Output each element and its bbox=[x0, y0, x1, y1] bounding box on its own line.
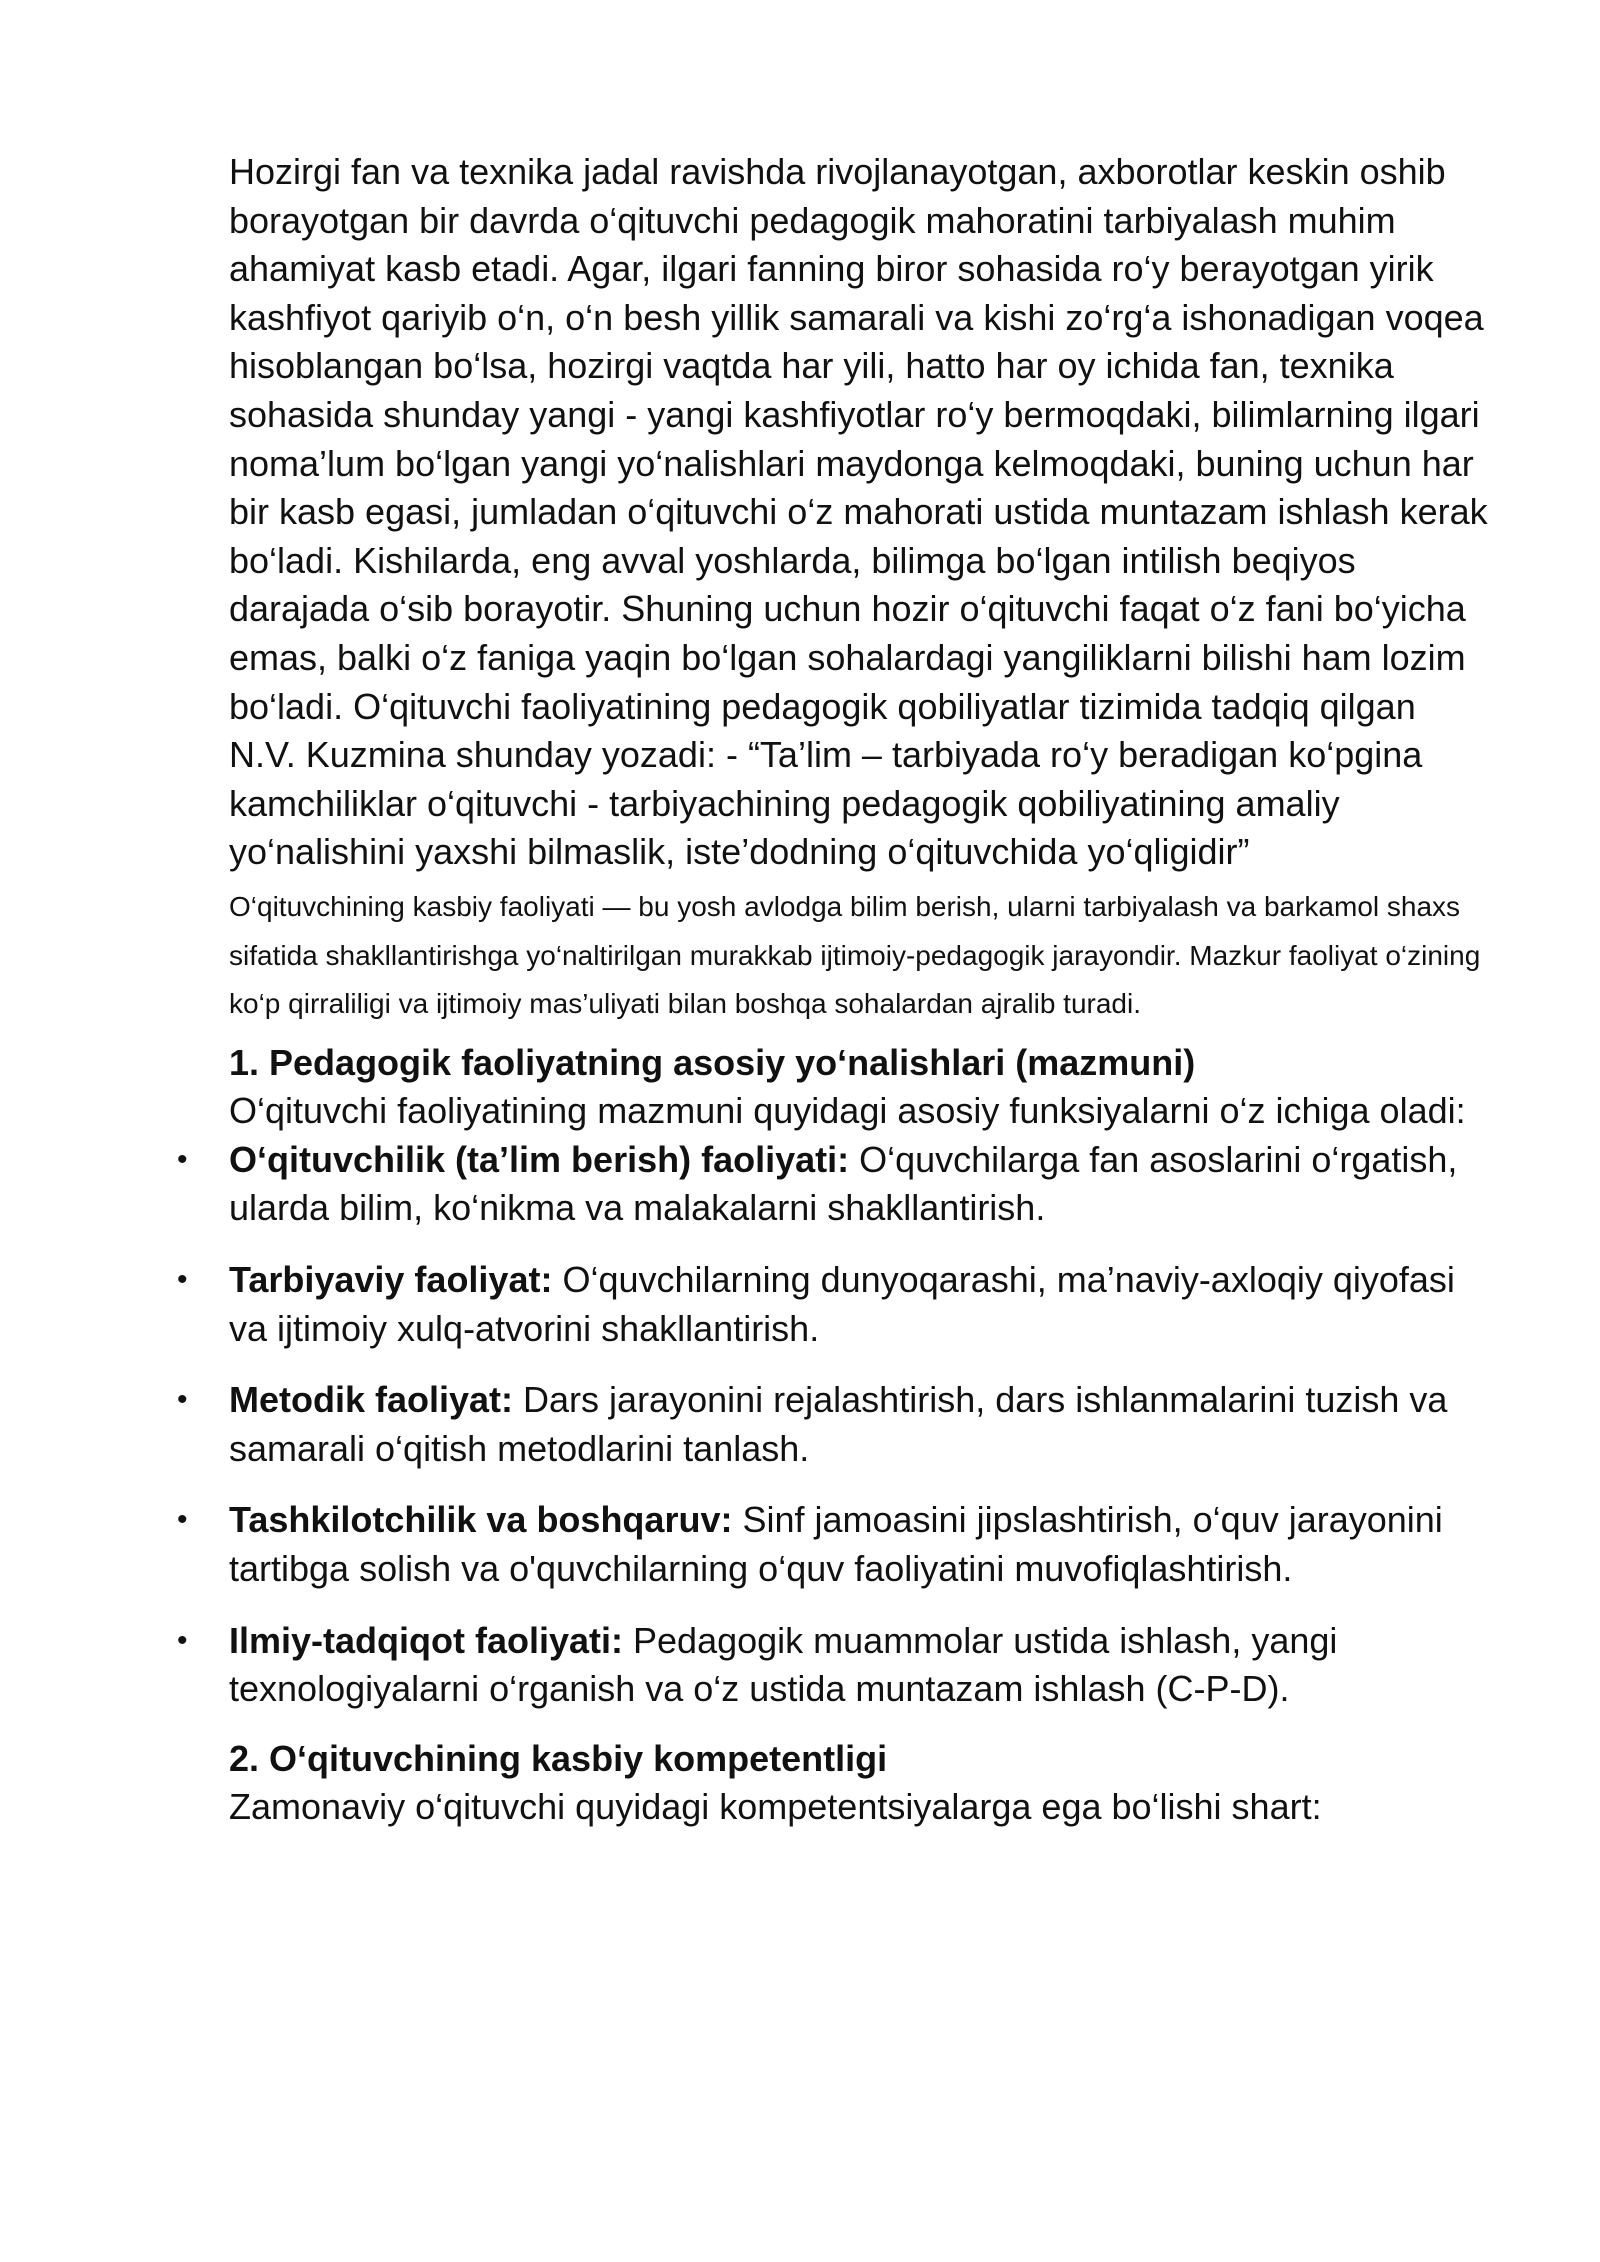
list-item-term: Ilmiy-tadqiqot faoliyati: bbox=[229, 1619, 624, 1661]
section-1-heading: 1. Pedagogik faoliyatning asosiy yo‘nalishlari (mazmuni) bbox=[229, 1041, 1196, 1083]
list-item-text: Sinf jamoasini jipslashtirish, o‘quv jarayonini tartibga solish va o'quvchilarning o‘quv faoliyatini muvofiqlashtirish. bbox=[229, 1499, 1443, 1590]
list-item-text: Pedagogik muammolar ustida ishlash, yangi texnologiyalarni o‘rganish va o‘z ustida muntazam ishlash (C-P-D). bbox=[229, 1619, 1338, 1710]
bullet-icon: • bbox=[177, 1142, 188, 1176]
list-item bbox=[177, 1617, 1489, 1714]
list-item-term: O‘qituvchilik (ta’lim berish) faoliyati: bbox=[229, 1138, 850, 1180]
intro-paragraph: Hozirgi fan va texnika jadal ravishda rivojlanayotgan, axborotlar keskin oshib borayotgan bir davrda o‘qituvchi pedagogik mahoratini tarbiyalash muhim ahamiyat kasb etadi. Agar, ilgari fanning biror sohasida ro‘y berayotgan yirik kashfiyot qariyib o‘n, o‘n besh yillik samarali va kishi zo‘rg‘a ishonadigan voqea hisoblangan bo‘lsa, hozirgi vaqtda har yili, hatto har oy ichida fan, texnika sohasida shunday yangi - yangi kashfiyotlar ro‘y bermoqdaki, bilimlarning ilgari noma’lum bo‘lgan yangi yo‘nalishlari maydonga kelmoqdaki, buning uchun har bir kasb egasi, jumladan o‘qituvchi o‘z mahorati ustida muntazam ishlash kerak bo‘ladi. Kishilarda, eng avval yoshlarda, bilimga bo‘lgan intilish beqiyos darajada o‘sib borayotir. Shuning uchun hozir o‘qituvchi faqat o‘z fani bo‘yicha emas, balki o‘z faniga yaqin bo‘lgan sohalardagi yangiliklarni bilishi ham lozim bo‘ladi. O‘qituvchi faoliyatining pedagogik qobiliyatlar tizimida tadqiq qilgan N.V. Kuzmina shunday yozadi: - “Ta’lim – tarbiyada ro‘y beradigan ko‘pgina kamchiliklar o‘qituvchi - tarbiyachining pedagogik qobiliyatining amaliy yo‘nalishini yaxshi bilmaslik, iste’dodning o‘qituvchida yo‘qligidir” bbox=[229, 151, 1488, 873]
list-item-term: Tashkilotchilik va boshqaruv: bbox=[229, 1499, 733, 1541]
bullet-icon: • bbox=[177, 1503, 188, 1537]
bullet-icon: • bbox=[177, 1623, 188, 1657]
list-item-term: Metodik faoliyat: bbox=[229, 1379, 514, 1421]
list-item bbox=[177, 1496, 1489, 1593]
functions-list bbox=[177, 1136, 1489, 1714]
section-1-intro: O‘qituvchi faoliyatining mazmuni quyidagi asosiy funksiyalarni o‘z ichiga oladi: bbox=[229, 1090, 1466, 1132]
list-item bbox=[177, 1376, 1489, 1473]
list-item-text: Dars jarayonini rejalashtirish, dars ishlanmalarini tuzish va samarali o‘qitish metodlarini tanlash. bbox=[229, 1379, 1448, 1469]
section-2-intro: Zamonaviy o‘qituvchi quyidagi kompetentsiyalarga ega bo‘lishi shart: bbox=[229, 1786, 1322, 1828]
list-item-term: Tarbiyaviy faoliyat: bbox=[229, 1259, 553, 1301]
list-item-text: O‘quvchilarga fan asoslarini o‘rgatish, ularda bilim, ko‘nikma va malakalarni shakllantirish. bbox=[229, 1138, 1458, 1229]
definition-paragraph: O‘qituvchining kasbiy faoliyati — bu yosh avlodga bilim berish, ularni tarbiyalash va barkamol shaxs sifatida shakllantirishga yo‘naltirilgan murakkab ijtimoiy-pedagogik jarayondir. Mazkur faoliyat o‘zining ko‘p qirraliligi va ijtimoiy mas’uliyati bilan boshqa sohalardan ajralib turadi. bbox=[229, 890, 1481, 1020]
bullet-icon: • bbox=[177, 1383, 188, 1417]
list-item-text: O‘quvchilarning dunyoqarashi, ma’naviy-axloqiy qiyofasi va ijtimoiy xulq-atvorini shakllantirish. bbox=[229, 1259, 1455, 1349]
document-page bbox=[177, 148, 1489, 1832]
section-2-heading: 2. O‘qituvchining kasbiy kompetentligi bbox=[229, 1737, 888, 1779]
bullet-icon: • bbox=[177, 1263, 188, 1297]
list-item bbox=[177, 1136, 1489, 1233]
list-item bbox=[177, 1256, 1489, 1353]
